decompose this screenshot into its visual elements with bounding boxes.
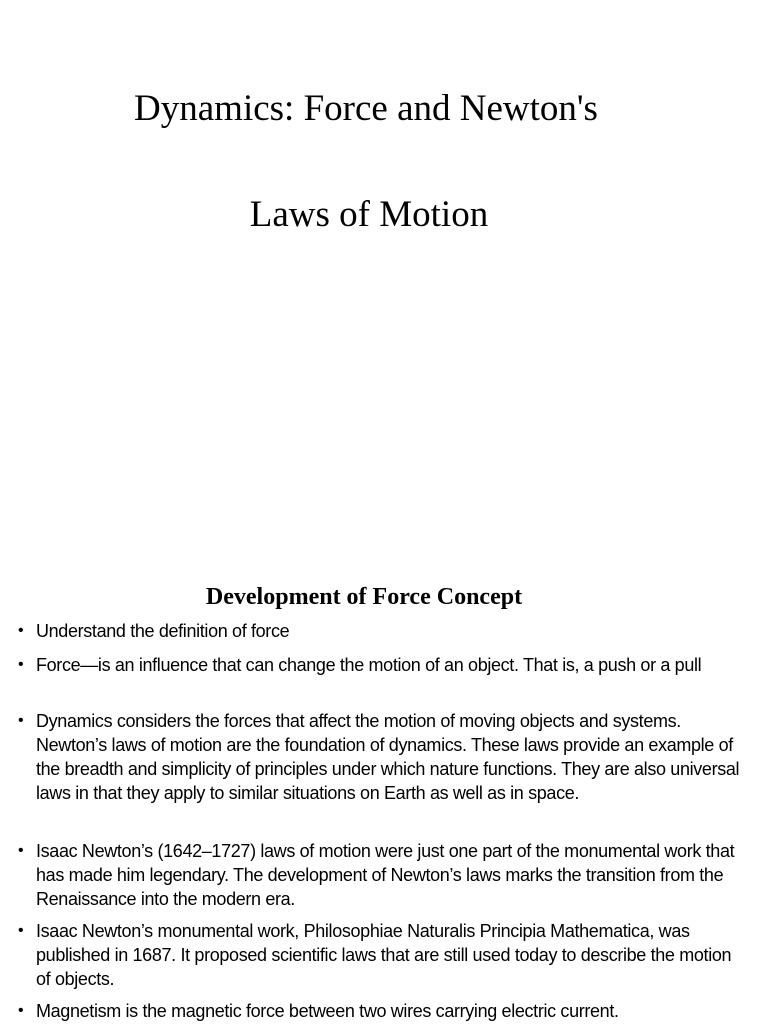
slide-title-line-2: Laws of Motion	[249, 194, 489, 235]
bullet-term: Dynamics	[36, 711, 113, 731]
bullet-body: Understand the definition of force	[36, 621, 290, 641]
bullet-body: considers the forces that affect the motion of moving objects and systems. Newton’s laws of motion are the foundation of dynamics. These laws provide an example of the breadth and simplicity of principles under which nature functions. They are also universal laws in that they apply to similar situations on Earth as well as in space.	[36, 711, 740, 803]
bullet-text	[36, 653, 748, 677]
section-heading: Development of Force Concept	[205, 584, 523, 610]
bullet-text	[36, 839, 748, 911]
bullet-item	[18, 709, 748, 805]
bullet-marker: •	[18, 622, 24, 639]
bullet-text	[36, 999, 748, 1023]
bullet-marker: •	[18, 922, 24, 939]
slide-title-line-1: Dynamics: Force and Newton's	[134, 88, 598, 129]
bullet-body: —is an influence that can change the motion of an object. That is, a push or a pull	[80, 655, 702, 675]
bullet-body: Magnetism is the magnetic force between two wires carrying electric current.	[36, 1001, 619, 1021]
bullet-marker: •	[18, 1002, 24, 1019]
bullet-item	[18, 653, 748, 677]
bullet-text	[36, 919, 748, 991]
bullet-marker: •	[18, 842, 24, 859]
bullet-body: Isaac Newton’s (1642–1727) laws of motion were just one part of the monumental work that has made him legendary. The development of Newton’s laws marks the transition from the Renaissance into the modern era.	[36, 841, 735, 909]
bullet-marker: •	[18, 712, 24, 729]
bullet-item	[18, 619, 748, 643]
bullet-text	[36, 709, 748, 805]
bullet-marker: •	[18, 656, 24, 673]
bullet-body: Isaac Newton’s monumental work, Philosophiae Naturalis Principia Mathematica, was published in 1687. It proposed scientific laws that are still used today to describe the motion of objects.	[36, 921, 732, 989]
bullet-item	[18, 919, 748, 991]
bullet-text	[36, 619, 748, 643]
bullet-item	[18, 839, 748, 911]
bullet-item	[18, 999, 748, 1023]
bullet-term: Force	[36, 655, 81, 675]
